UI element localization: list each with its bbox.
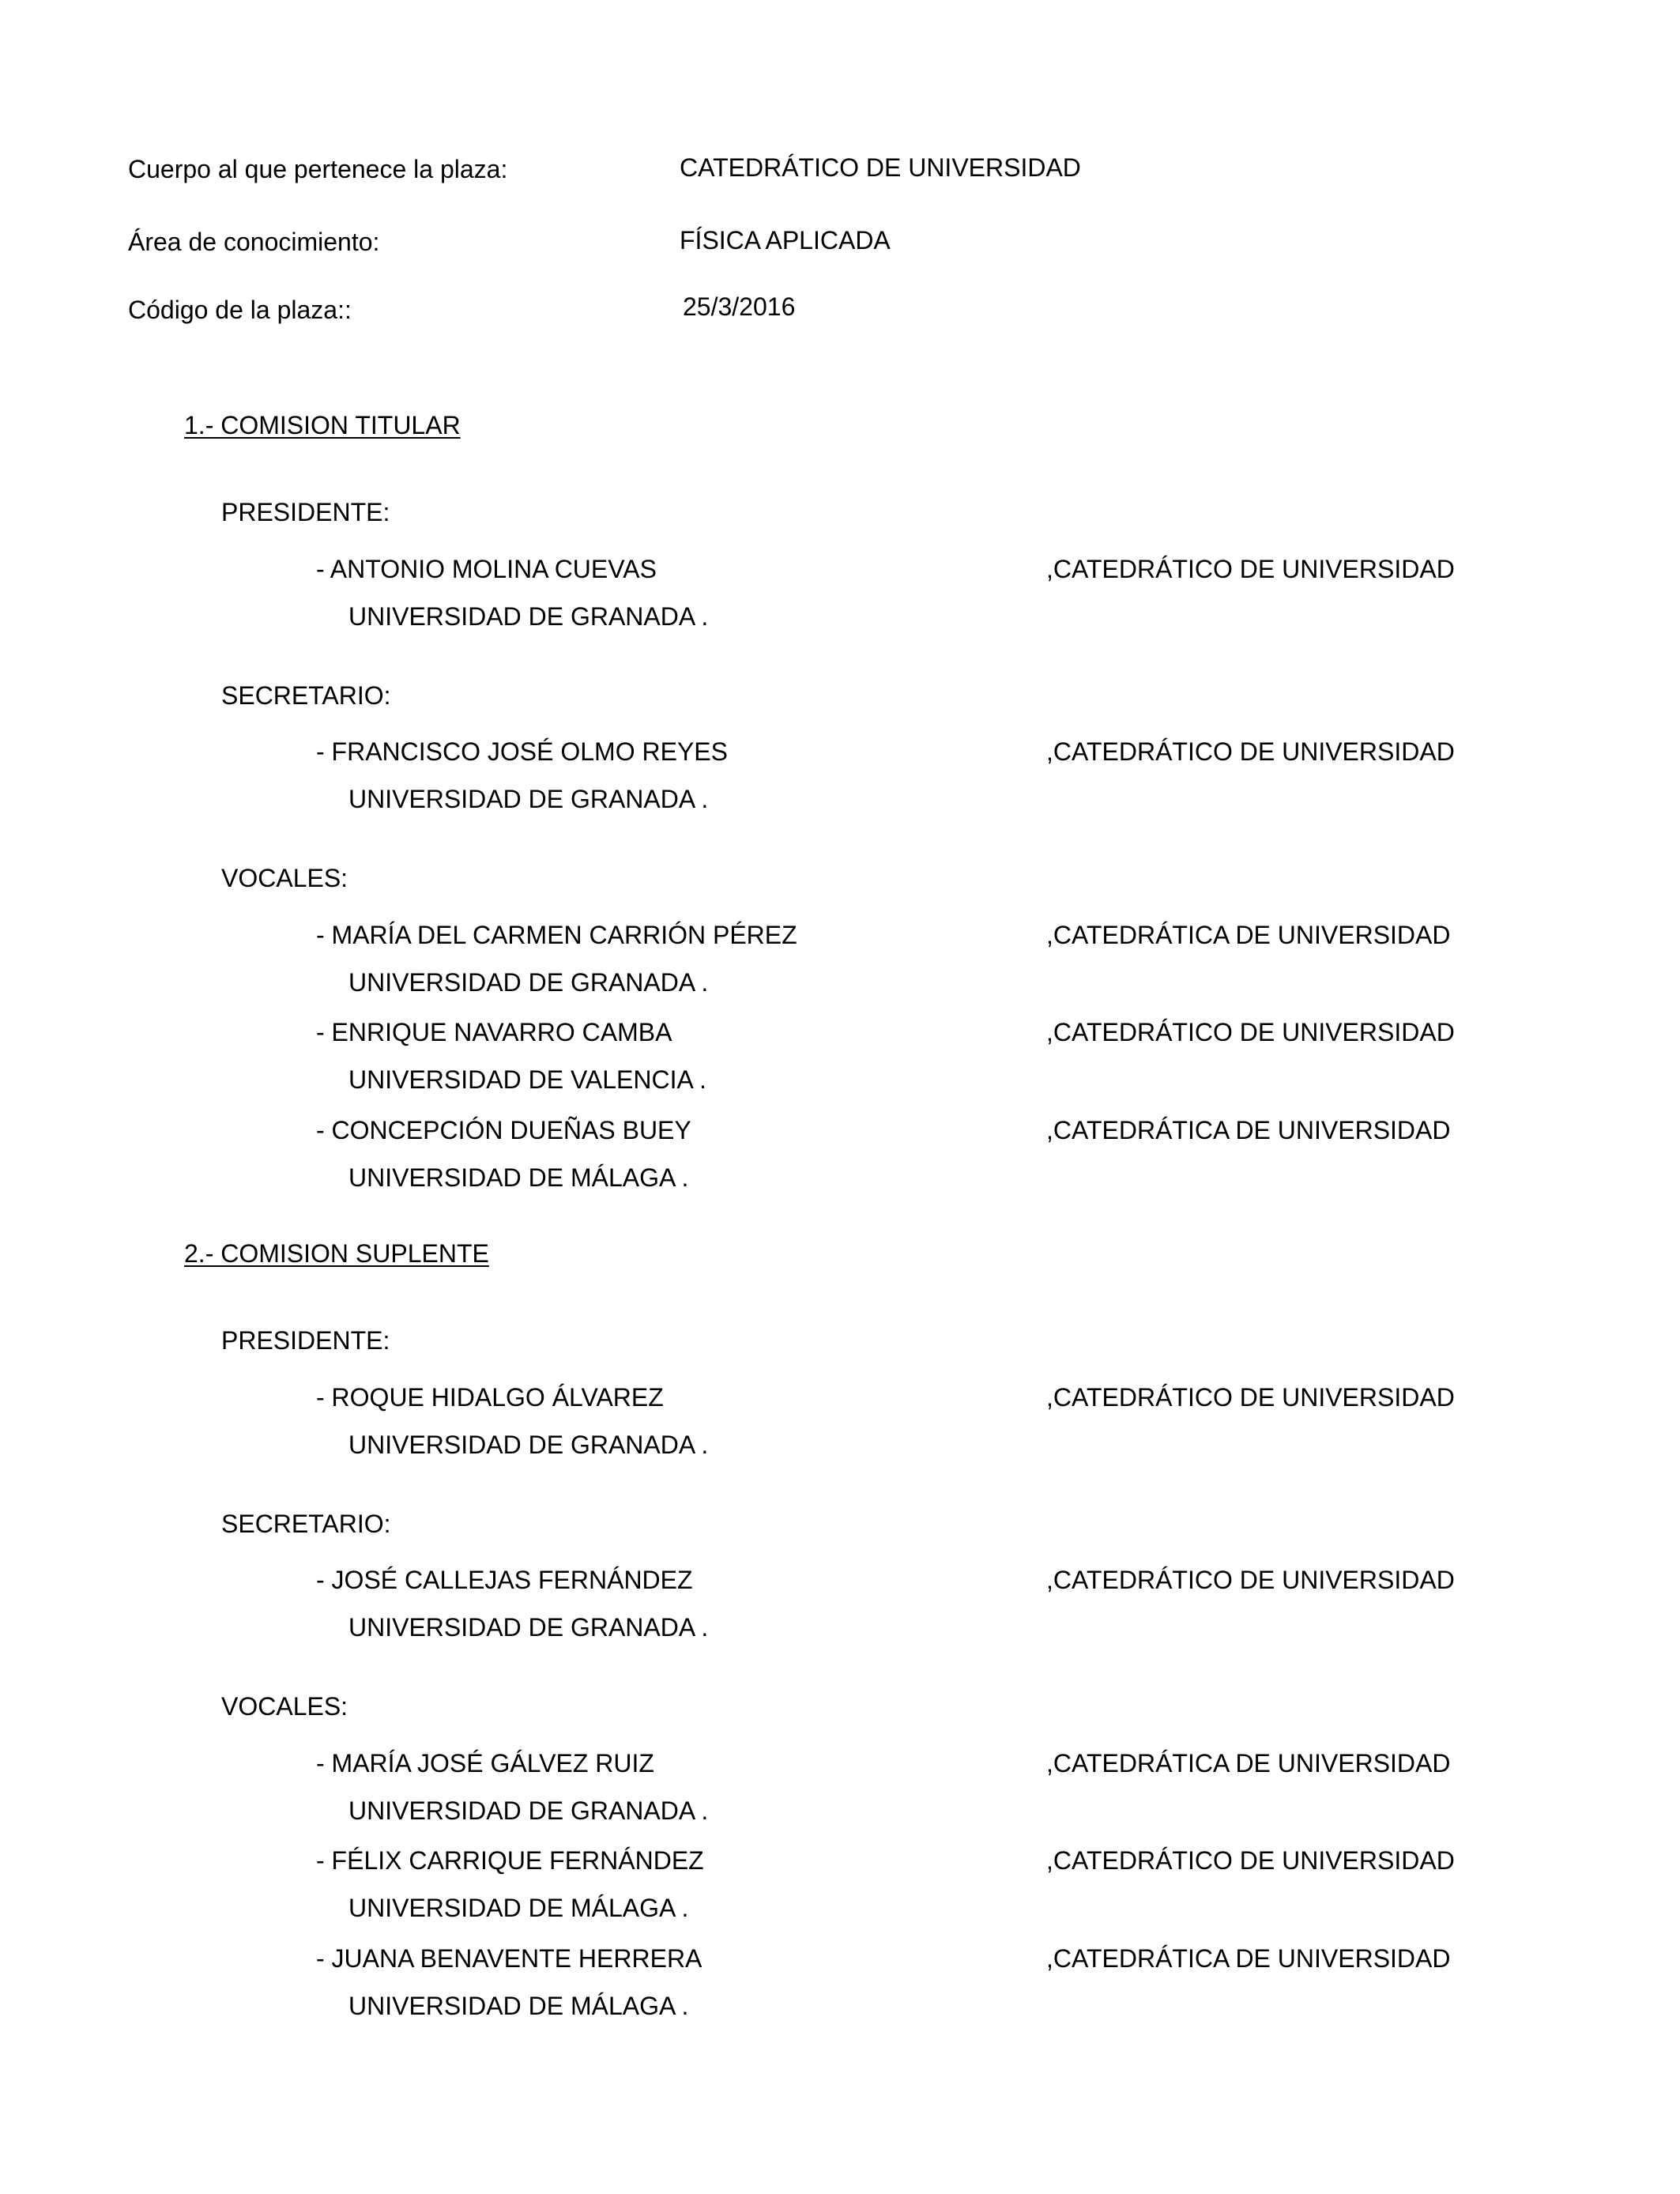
titular-vocal-3-university: UNIVERSIDAD DE MÁLAGA . — [348, 1163, 689, 1192]
suplente-secretario-label: SECRETARIO: — [221, 1510, 391, 1538]
titular-vocal-2-university: UNIVERSIDAD DE VALENCIA . — [348, 1065, 706, 1094]
suplente-vocal-2-name: - FÉLIX CARRIQUE FERNÁNDEZ — [316, 1846, 704, 1875]
suplente-presidente-name: - ROQUE HIDALGO ÁLVAREZ — [316, 1383, 664, 1412]
cuerpo-label: Cuerpo al que pertenece la plaza: — [128, 155, 508, 183]
titular-secretario-university: UNIVERSIDAD DE GRANADA . — [348, 785, 709, 813]
area-label: Área de conocimiento: — [128, 228, 380, 256]
suplente-secretario-university: UNIVERSIDAD DE GRANADA . — [348, 1613, 709, 1642]
suplente-vocal-1-university: UNIVERSIDAD DE GRANADA . — [348, 1796, 709, 1825]
titular-vocal-1-name: - MARÍA DEL CARMEN CARRIÓN PÉREZ — [316, 921, 797, 949]
titular-vocal-3-name: - CONCEPCIÓN DUEÑAS BUEY — [316, 1116, 691, 1144]
suplente-presidente-role: ,CATEDRÁTICO DE UNIVERSIDAD — [1046, 1383, 1455, 1412]
titular-secretario-role: ,CATEDRÁTICO DE UNIVERSIDAD — [1046, 737, 1455, 766]
titular-presidente-university: UNIVERSIDAD DE GRANADA . — [348, 602, 709, 631]
titular-presidente-role: ,CATEDRÁTICO DE UNIVERSIDAD — [1046, 555, 1455, 583]
area-value: FÍSICA APLICADA — [680, 226, 891, 254]
titular-vocal-2-name: - ENRIQUE NAVARRO CAMBA — [316, 1018, 672, 1046]
titular-vocales-label: VOCALES: — [221, 864, 348, 892]
titular-secretario-label: SECRETARIO: — [221, 681, 391, 710]
suplente-presidente-university: UNIVERSIDAD DE GRANADA . — [348, 1431, 709, 1459]
suplente-vocal-3-role: ,CATEDRÁTICA DE UNIVERSIDAD — [1046, 1944, 1451, 1973]
titular-vocal-2-role: ,CATEDRÁTICO DE UNIVERSIDAD — [1046, 1018, 1455, 1046]
suplente-vocal-2-university: UNIVERSIDAD DE MÁLAGA . — [348, 1894, 689, 1922]
codigo-label: Código de la plaza:: — [128, 296, 352, 324]
suplente-vocal-1-role: ,CATEDRÁTICA DE UNIVERSIDAD — [1046, 1749, 1451, 1777]
titular-presidente-name: - ANTONIO MOLINA CUEVAS — [316, 555, 657, 583]
titular-vocal-3-role: ,CATEDRÁTICA DE UNIVERSIDAD — [1046, 1116, 1451, 1144]
suplente-secretario-role: ,CATEDRÁTICO DE UNIVERSIDAD — [1046, 1566, 1455, 1594]
suplente-presidente-label: PRESIDENTE: — [221, 1326, 390, 1355]
suplente-vocales-label: VOCALES: — [221, 1692, 348, 1721]
titular-vocal-1-university: UNIVERSIDAD DE GRANADA . — [348, 968, 709, 997]
suplente-vocal-1-name: - MARÍA JOSÉ GÁLVEZ RUIZ — [316, 1749, 654, 1777]
section-title-suplente: 2.- COMISION SUPLENTE — [184, 1239, 489, 1268]
titular-vocal-1-role: ,CATEDRÁTICA DE UNIVERSIDAD — [1046, 921, 1451, 949]
codigo-value: 25/3/2016 — [683, 292, 796, 321]
suplente-vocal-3-university: UNIVERSIDAD DE MÁLAGA . — [348, 1992, 689, 2020]
titular-presidente-label: PRESIDENTE: — [221, 498, 390, 526]
titular-secretario-name: - FRANCISCO JOSÉ OLMO REYES — [316, 737, 728, 766]
section-title-titular: 1.- COMISION TITULAR — [184, 411, 461, 439]
suplente-vocal-2-role: ,CATEDRÁTICO DE UNIVERSIDAD — [1046, 1846, 1455, 1875]
suplente-vocal-3-name: - JUANA BENAVENTE HERRERA — [316, 1944, 703, 1973]
cuerpo-value: CATEDRÁTICO DE UNIVERSIDAD — [680, 153, 1081, 182]
suplente-secretario-name: - JOSÉ CALLEJAS FERNÁNDEZ — [316, 1566, 693, 1594]
